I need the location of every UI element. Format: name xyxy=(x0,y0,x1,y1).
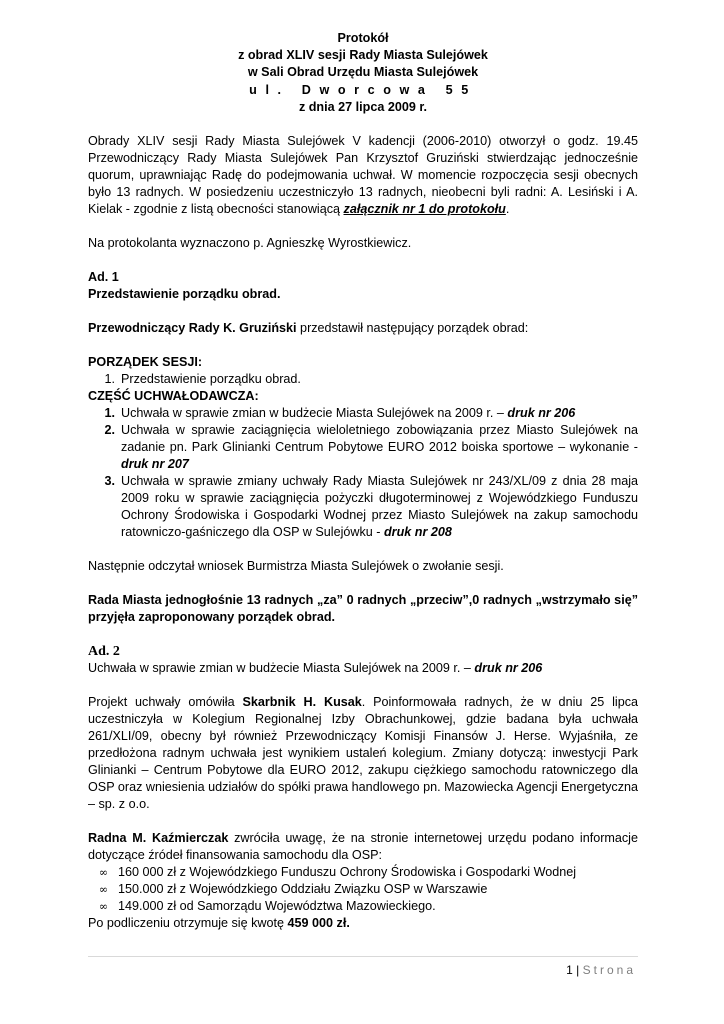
header-address: ul. Dworcowa 55 xyxy=(249,82,477,97)
vote-result: Rada Miasta jednogłośnie 13 radnych „za” 0 radnych „przeciw”,0 radnych „wstrzymało się” przyjęła zaproponowany porządek obrad. xyxy=(88,593,638,625)
recorder-paragraph: Na protokolanta wyznaczono p. Agnieszkę Wyrostkiewicz. xyxy=(88,236,412,251)
sum-text: Po podliczeniu otrzymuje się kwotę xyxy=(88,916,288,931)
resolution-druk: druk nr 206 xyxy=(507,406,576,421)
resolution-druk: druk nr 208 xyxy=(383,525,452,540)
infinity-bullet-icon: ∞ xyxy=(98,866,108,880)
page-footer xyxy=(566,962,636,979)
infinity-bullet-icon: ∞ xyxy=(98,900,108,914)
treasurer-name: Skarbnik H. Kusak xyxy=(242,695,362,710)
resolution-section-title: CZĘŚĆ UCHWAŁODAWCZA: xyxy=(88,389,259,404)
agenda-item xyxy=(88,371,638,388)
resolution-item xyxy=(88,422,638,473)
header-date: z dnia 27 lipca 2009 r. xyxy=(298,99,428,114)
ad2-subject-text: Uchwała w sprawie zmian w budżecie Miasta Sulejówek na 2009 r. – xyxy=(88,661,475,676)
page-label: Strona xyxy=(582,963,636,977)
ad1-heading: Ad. 1 xyxy=(88,270,119,285)
page-number: 1 xyxy=(566,963,573,977)
resolution-text: Uchwała w sprawie zmiany uchwały Rady Miasta Sulejówek nr 243/XL/09 z dnia 28 maja 2009 roku w sprawie zaciągnięcia pożyczki długoterminowej z Wojewódzkiego Funduszu Ochrony Środowiska i Gospodarki Wodnej przez Miasto Sulejówek na zakup samochodu ratowniczo-gaśniczego dla OSP w Sulejówku - xyxy=(121,474,638,540)
document-page xyxy=(88,30,638,932)
resolution-item xyxy=(88,405,638,422)
funding-sources-list xyxy=(88,864,638,915)
ad2-subject xyxy=(88,660,638,677)
resolution-number: 2. xyxy=(104,423,115,438)
resolution-druk: druk nr 207 xyxy=(121,457,189,472)
header-title: Protokół xyxy=(337,31,389,45)
councillor-name: Radna M. Kaźmierczak xyxy=(88,831,229,846)
sum-paragraph xyxy=(88,915,638,932)
header-session: z obrad XLIV sesji Rady Miasta Sulejówek xyxy=(238,48,488,63)
intro-text: Obrady XLIV sesji Rady Miasta Sulejówek V kadencji (2006-2010) otworzył o godz. 19.45 Przewodniczący Rady Miasta Sulejówek Pan Krzysztof Gruziński stwierdzając jednocześnie quorum, uprawniając Radę do podejmowania uchwał. W momencie rozpoczęcia sesji obecnych było 13 radnych. W posiedzeniu uczestniczyło 13 radnych, nieobecni byli radni: A. Lesiński i A. Kielak - zgodnie z listą obecności stanowiącą xyxy=(88,134,638,217)
footer-separator: | xyxy=(576,963,580,977)
funding-source: 149.000 zł od Samorządu Województwa Mazowieckiego. xyxy=(118,899,436,914)
list-item xyxy=(88,864,638,881)
intro-paragraph xyxy=(88,133,638,218)
header-location: w Sali Obrad Urzędu Miasta Sulejówek xyxy=(247,65,479,80)
agenda-title: PORZĄDEK SESJI: xyxy=(88,355,203,370)
ad1-title: Przedstawienie porządku obrad. xyxy=(88,287,281,302)
ad2-druk: druk nr 206 xyxy=(474,661,543,676)
funding-source: 160 000 zł z Wojewódzkiego Funduszu Ochrony Środowiska i Gospodarki Wodnej xyxy=(118,865,577,880)
footer-divider xyxy=(88,956,638,957)
resolution-text: Uchwała w sprawie zaciągnięcia wieloletniego zobowiązania przez Miasto Sulejówek na zadanie pn. Park Glinianki Centrum Pobytowe EURO 2012 boiska sportowe – wykonanie - xyxy=(121,423,638,455)
agenda-item-text: Przedstawienie porządku obrad. xyxy=(121,372,301,387)
protocol-header xyxy=(88,30,638,116)
mayor-request-paragraph: Następnie odczytał wniosek Burmistrza Miasta Sulejówek o zwołanie sesji. xyxy=(88,559,504,574)
attachment-reference: załącznik nr 1 do protokołu xyxy=(343,202,506,217)
resolution-text: Uchwała w sprawie zmian w budżecie Miasta Sulejówek na 2009 r. – xyxy=(121,406,508,421)
funding-source: 150.000 zł z Wojewódzkiego Oddziału Związku OSP w Warszawie xyxy=(118,882,488,897)
resolution-number: 3. xyxy=(104,474,115,489)
resolution-item xyxy=(88,473,638,541)
sum-value: 459 000 zł. xyxy=(287,916,350,931)
resolution-number: 1. xyxy=(104,406,115,421)
list-item xyxy=(88,898,638,915)
infinity-bullet-icon: ∞ xyxy=(98,883,108,897)
intro-end: . xyxy=(505,202,510,217)
treasurer-intro: Projekt uchwały omówiła xyxy=(88,695,243,710)
treasurer-paragraph xyxy=(88,694,638,813)
councillor-text: zwróciła uwagę, że na stronie internetowej urzędu podano informacje dotyczące źródeł finansowania samochodu dla OSP: xyxy=(88,831,638,863)
ad2-heading: Ad. 2 xyxy=(88,644,120,660)
resolution-list xyxy=(88,405,638,541)
treasurer-text: . Poinformowała radnych, że w dniu 25 lipca uczestniczyła w Kolegium Regionalnej Izby Obrachunkowej, gdzie badana była uchwała 261/XLI/09, obecny był również Przewodniczący Komisji Finansów J. Herse. Wyjaśniła, ze przedłożona radnym uchwała jest wynikiem ustaleń kolegium. Zmiany dotyczą: inwestycji Park Glinianki – Centrum Pobytowe dla EURO 2012, zakupu ciężkiego samochodu ratowniczego dla OSP oraz wniesienia udziałów do spółki prawa handlowego pn. Mazowiecka Agencji Energetyczna – sp. z o.o. xyxy=(88,695,639,812)
list-item xyxy=(88,881,638,898)
chair-text: przedstawił następujący porządek obrad: xyxy=(296,321,529,336)
agenda-item-number: 1. xyxy=(104,372,115,387)
councillor-paragraph xyxy=(88,830,638,864)
chair-name: Przewodniczący Rady K. Gruziński xyxy=(88,321,297,336)
chair-paragraph xyxy=(88,320,638,337)
